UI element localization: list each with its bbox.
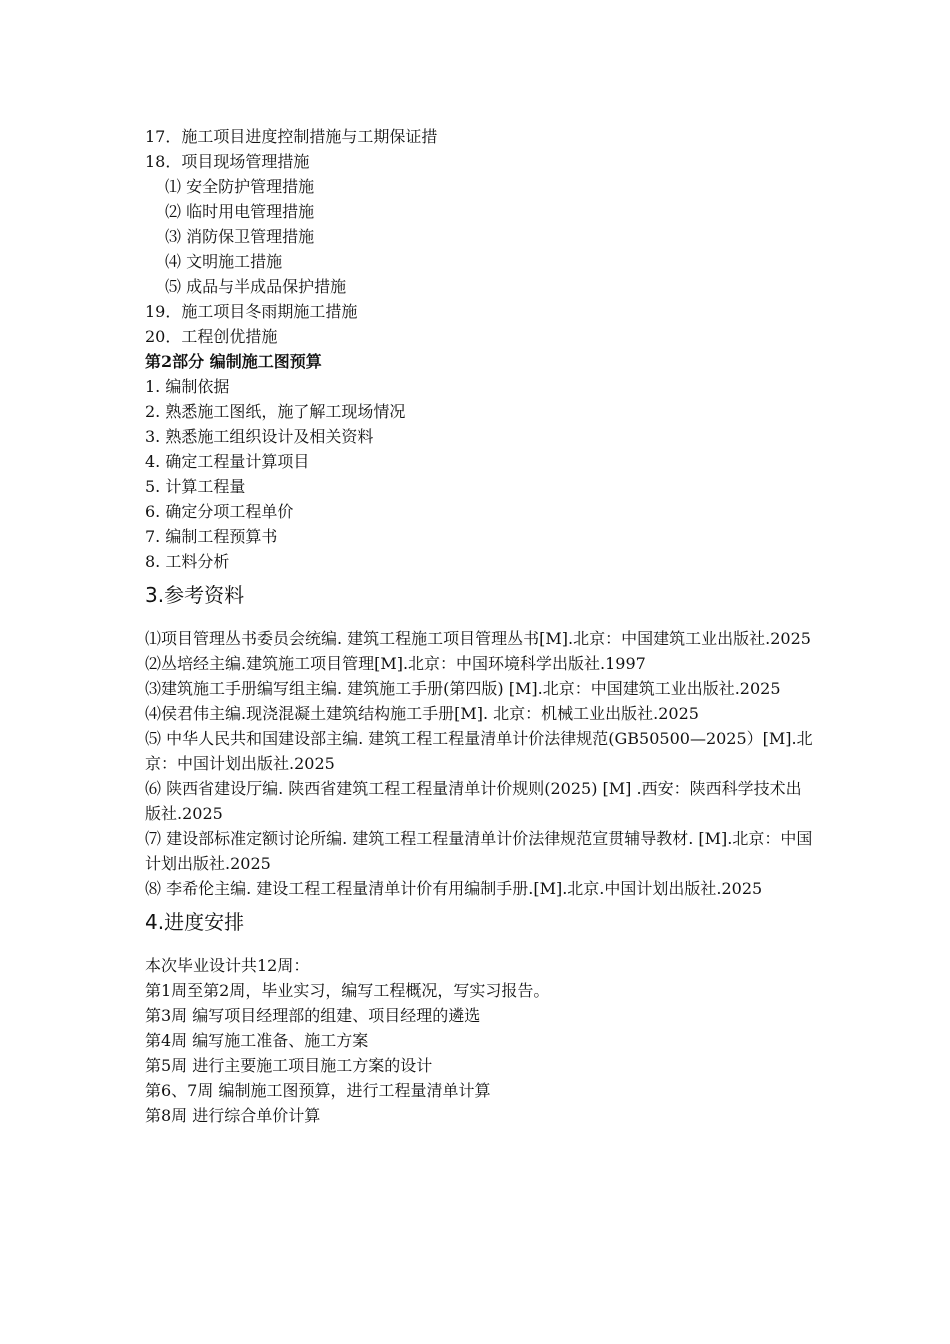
schedule-item: 第3周 编写项目经理部的组建、项目经理的遴选 bbox=[145, 1006, 481, 1025]
schedule-item: 第1周至第2周，毕业实习，编写工程概况，写实习报告。 bbox=[145, 981, 550, 1000]
reference-item: ⑸ 中华人民共和国建设部主编. 建筑工程工程量清单计价法律规范(GB50500—2025）[M].北京：中国计划出版社.2025 bbox=[145, 729, 813, 773]
reference-item: ⑶建筑施工手册编写组主编. 建筑施工手册(第四版) [M].北京：中国建筑工业出版社.2025 bbox=[145, 679, 781, 698]
part2-title: 第2部分 编制施工图预算 bbox=[145, 352, 322, 371]
sub-measure-item: ⑵ 临时用电管理措施 bbox=[165, 202, 315, 221]
reference-item: ⑷侯君伟主编.现浇混凝土建筑结构施工手册[M]. 北京：机械工业出版社.2025 bbox=[145, 704, 699, 723]
document-body bbox=[145, 124, 815, 1128]
reference-item: ⑹ 陕西省建设厅编. 陕西省建筑工程工程量清单计价规则(2025) [M] .西安：陕西科学技术出版社.2025 bbox=[145, 779, 802, 823]
part2-item: 5. 计算工程量 bbox=[145, 477, 246, 496]
schedule-item: 第4周 编写施工准备、施工方案 bbox=[145, 1031, 369, 1050]
sub-measure-item: ⑸ 成品与半成品保护措施 bbox=[165, 277, 347, 296]
part2-item: 3. 熟悉施工组织设计及相关资料 bbox=[145, 427, 374, 446]
measure-item-18: 18．项目现场管理措施 bbox=[145, 152, 310, 171]
schedule-item: 第6、7周 编制施工图预算，进行工程量清单计算 bbox=[145, 1081, 491, 1100]
reference-item: ⑵丛培经主编.建筑施工项目管理[M].北京：中国环境科学出版社.1997 bbox=[145, 654, 646, 673]
part2-item: 8. 工料分析 bbox=[145, 552, 230, 571]
part2-item: 1. 编制依据 bbox=[145, 377, 230, 396]
part2-item: 6. 确定分项工程单价 bbox=[145, 502, 294, 521]
measure-item-19: 19．施工项目冬雨期施工措施 bbox=[145, 302, 358, 321]
schedule-item: 第8周 进行综合单价计算 bbox=[145, 1106, 321, 1125]
measure-item-17: 17．施工项目进度控制措施与工期保证措 bbox=[145, 127, 438, 146]
measure-item-20: 20．工程创优措施 bbox=[145, 327, 278, 346]
sub-measure-item: ⑷ 文明施工措施 bbox=[165, 252, 283, 271]
schedule-item: 第5周 进行主要施工项目施工方案的设计 bbox=[145, 1056, 433, 1075]
references-heading: 3.参考资料 bbox=[145, 583, 245, 607]
references-list bbox=[145, 626, 815, 901]
part2-item: 4. 确定工程量计算项目 bbox=[145, 452, 310, 471]
sub-measure-item: ⑴ 安全防护管理措施 bbox=[165, 177, 315, 196]
schedule-list bbox=[145, 953, 815, 1128]
schedule-item: 本次毕业设计共12周： bbox=[145, 956, 310, 975]
reference-item: ⑻ 李希伦主编. 建设工程工程量清单计价有用编制手册.[M].北京.中国计划出版社.2025 bbox=[145, 879, 763, 898]
reference-item: ⑺ 建设部标准定额讨论所编. 建筑工程工程量清单计价法律规范宣贯辅导教材. [M].北京：中国计划出版社.2025 bbox=[145, 829, 813, 873]
part2-item: 2. 熟悉施工图纸，施了解工现场情况 bbox=[145, 402, 406, 421]
part2-item: 7. 编制工程预算书 bbox=[145, 527, 278, 546]
reference-item: ⑴项目管理丛书委员会统编. 建筑工程施工项目管理丛书[M].北京：中国建筑工业出版社.2025 bbox=[145, 629, 811, 648]
schedule-heading: 4.进度安排 bbox=[145, 910, 245, 934]
sub-measure-item: ⑶ 消防保卫管理措施 bbox=[165, 227, 315, 246]
